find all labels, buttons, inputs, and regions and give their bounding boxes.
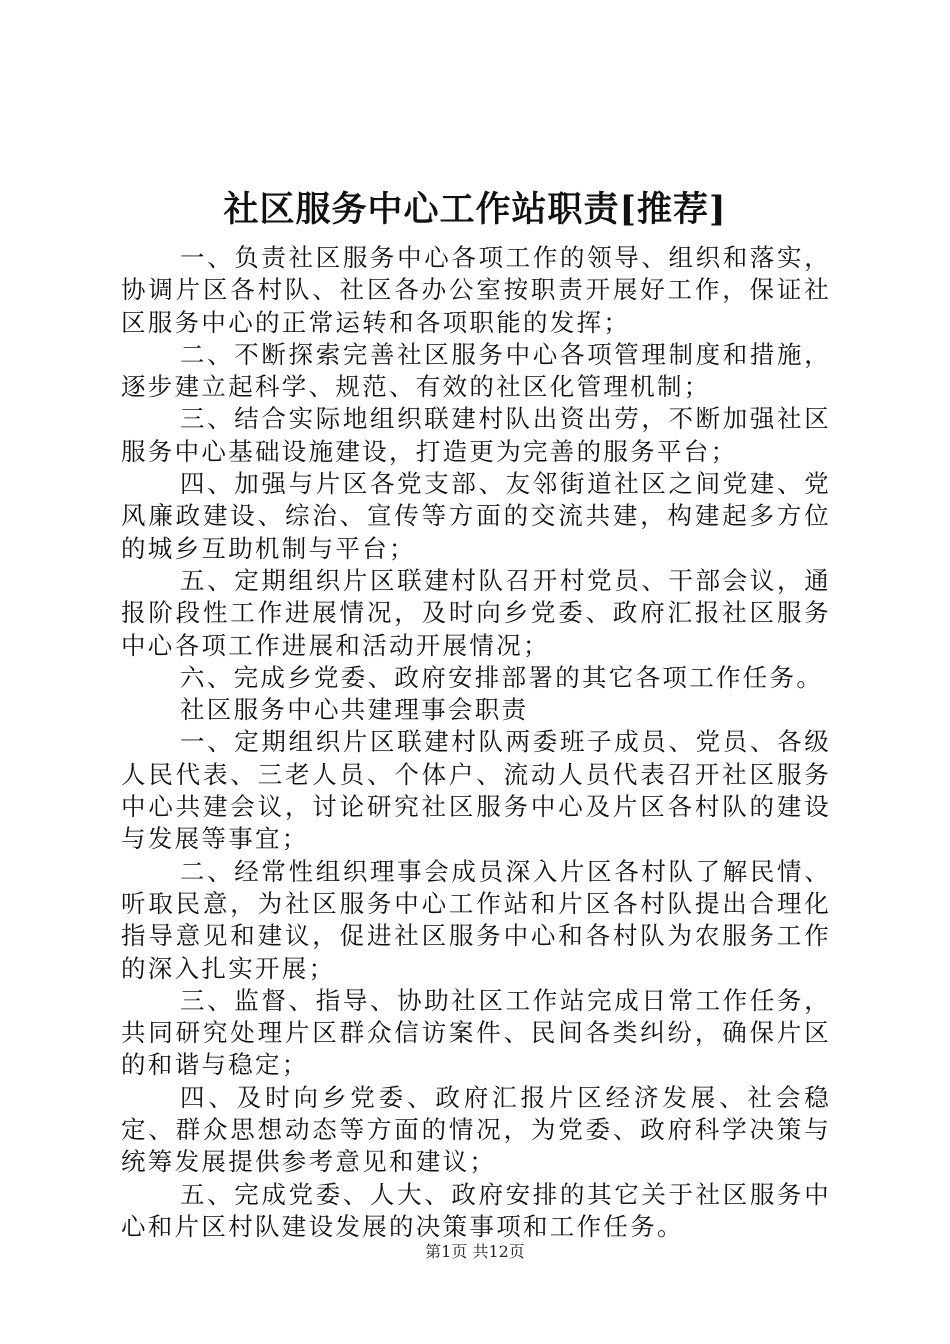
paragraph-4: 四、加强与片区各党支部、友邻街道社区之间党建、党风廉政建设、综治、宣传等方面的交流共建，构建起多方位的城乡互助机制与平台； (121, 469, 831, 563)
paragraph-5: 五、定期组织片区联建村队召开村党员、干部会议，通报阶段性工作进展情况，及时向乡党委、政府汇报社区服务中心各项工作进展和活动开展情况； (121, 565, 831, 660)
paragraph-7: 一、定期组织片区联建村队两委班子成员、党员、各级人民代表、三老人员、个体户、流动人员代表召开社区服务中心共建会议，讨论研究社区服务中心及片区各村队的建设与发展等事宜； (121, 727, 831, 854)
page-footer: 第1页 共12页 (425, 1242, 525, 1261)
paragraph-9: 三、监督、指导、协助社区工作站完成日常工作任务，共同研究处理片区群众信访案件、民间各类纠纷，确保片区的和谐与稳定； (121, 985, 831, 1080)
document-body (121, 242, 831, 1243)
paragraph-8: 二、经常性组织理事会成员深入片区各村队了解民情、听取民意，为社区服务中心工作站和片区各村队提出合理化指导意见和建议，促进社区服务中心和各村队为农服务工作的深入扎实开展； (121, 856, 831, 983)
paragraph-3: 三、结合实际地组织联建村队出资出劳，不断加强社区服务中心基础设施建设，打造更为完善的服务平台； (121, 404, 831, 466)
paragraph-6: 六、完成乡党委、政府安排部署的其它各项工作任务。 (180, 662, 824, 692)
document-title: 社区服务中心工作站职责[推荐] (223, 189, 727, 230)
paragraph-2: 二、不断探索完善社区服务中心各项管理制度和措施，逐步建立起科学、规范、有效的社区化管理机制； (121, 339, 831, 402)
paragraph-10: 四、及时向乡党委、政府汇报片区经济发展、社会稳定、群众思想动态等方面的情况，为党委、政府科学决策与统筹发展提供参考意见和建议； (121, 1082, 831, 1177)
paragraph-1: 一、负责社区服务中心各项工作的领导、组织和落实，协调片区各村队、社区各办公室按职责开展好工作，保证社区服务中心的正常运转和各项职能的发挥； (121, 243, 831, 337)
section-heading: 社区服务中心共建理事会职责 (180, 695, 529, 725)
paragraph-11: 五、完成党委、人大、政府安排的其它关于社区服务中心和片区村队建设发展的决策事项和工作任务。 (121, 1179, 831, 1241)
